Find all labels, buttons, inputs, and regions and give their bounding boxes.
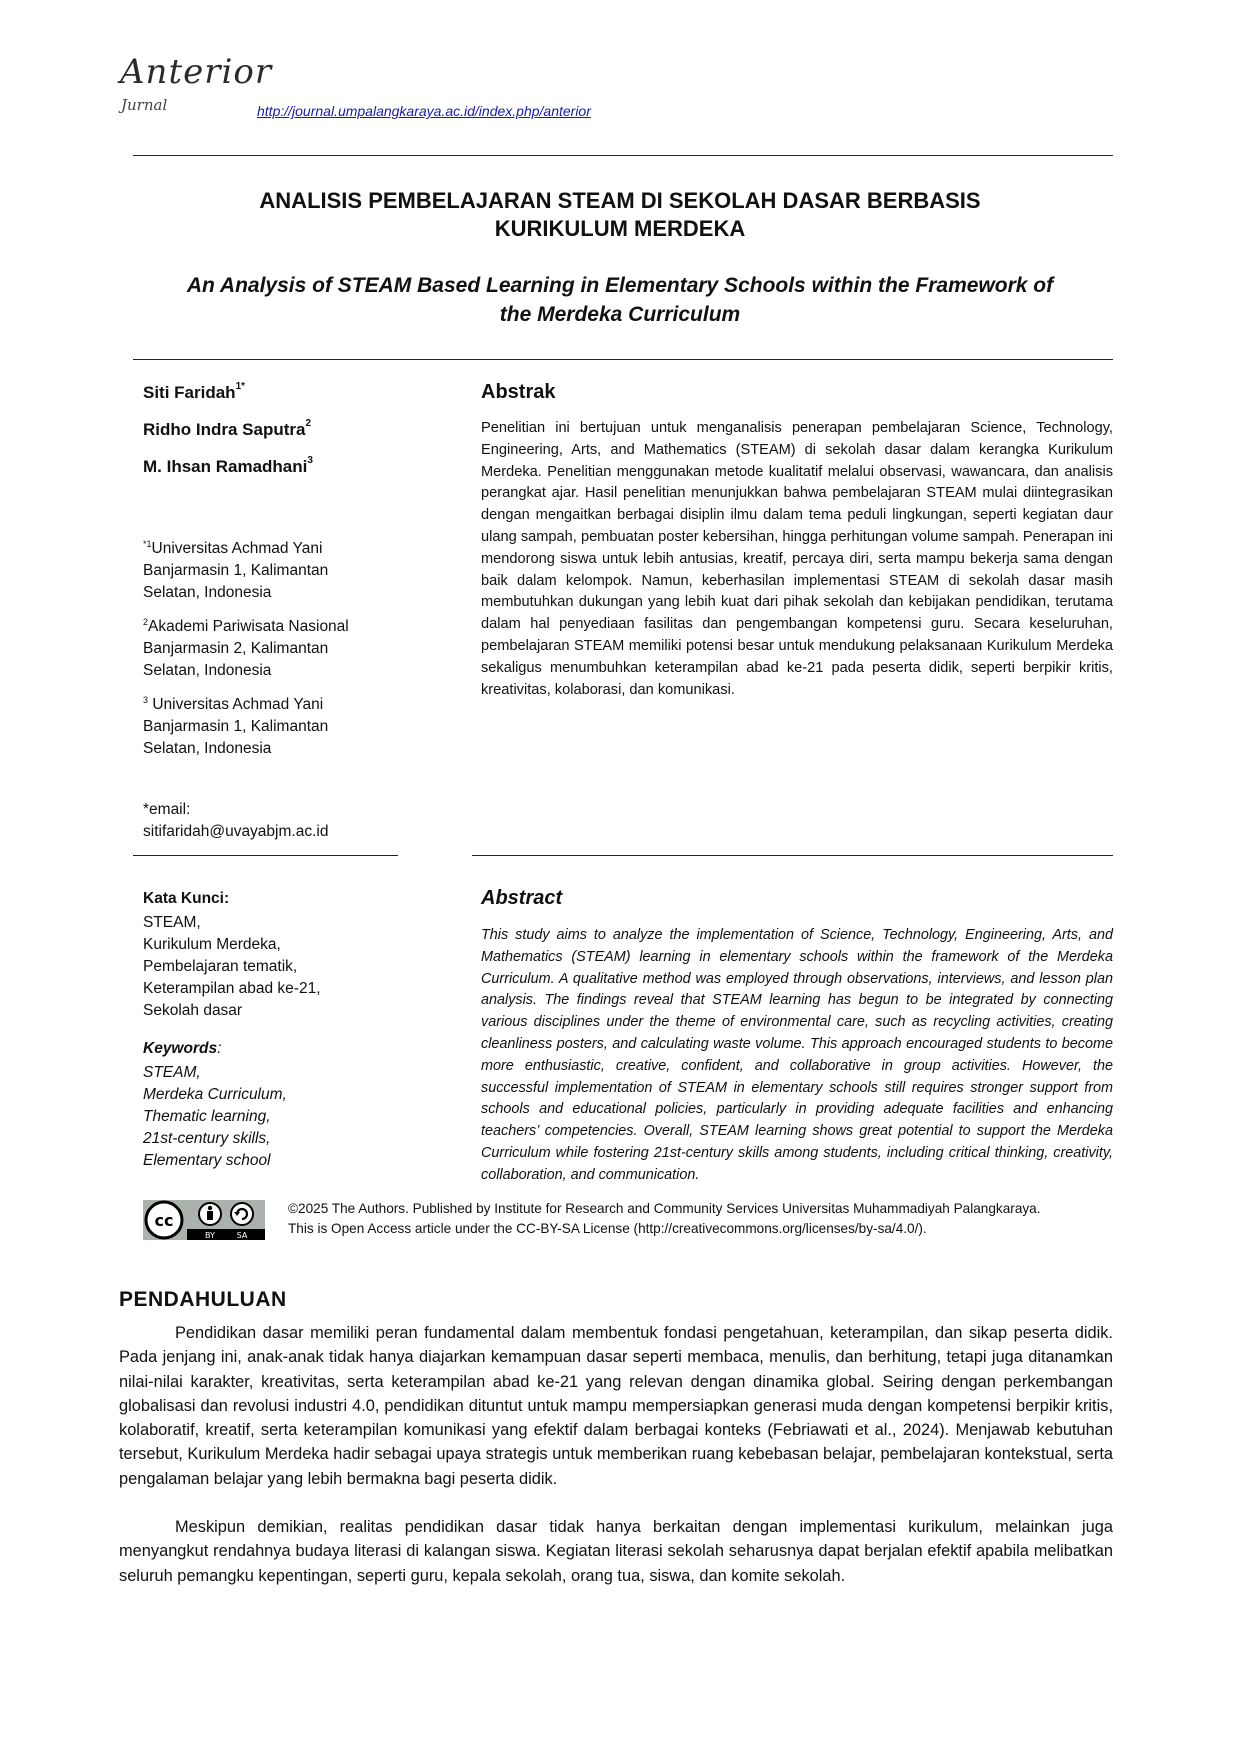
cc-badge-graphic — [143, 1200, 265, 1240]
affiliation-2-mark: 2 — [143, 617, 149, 627]
paper-title — [132, 187, 1108, 243]
affiliation-3-text: Universitas Achmad Yani Banjarmasin 1, Kalimantan Selatan, Indonesia — [143, 696, 329, 758]
keywords-heading — [143, 1040, 221, 1058]
keyword-item: Merdeka Curriculum, — [143, 1086, 287, 1103]
journal-url-link[interactable]: http://journal.umpalangkaraya.ac.id/index.php/anterior — [257, 103, 591, 119]
affiliation-1-mark: *1 — [143, 539, 152, 549]
keyword-item: STEAM, — [143, 1064, 201, 1081]
keyword-item: 21st-century skills, — [143, 1130, 271, 1147]
paper-subtitle-line2: the Merdeka Curriculum — [499, 303, 741, 326]
abstrak-text: Penelitian ini bertujuan untuk menganalisis penerapan pembelajaran Science, Technology, Engineering, Arts, and Mathematics (STEAM) di sekolah dasar dalam kerangka Kurikulum Merdeka. Penelitian menggunakan metode kualitatif melalui observasi, wawancara, dan analisis perangkat ajar. Hasil penelitian menunjukkan bahwa pembelajaran STEAM mulai diintegrasikan dengan mengaitkan berbagai disiplin ilmu dalam tema peduli lingkungan, seperti kegiatan daur ulang sampah, pembuatan poster kebersihan, hingga perhitungan volume sampah. Penerapan ini mendorong siswa untuk lebih antusias, kreatif, percaya diri, serta mampu bekerja sama dengan baik dalam kelompok. Namun, keberhasilan implementasi STEAM di sekolah dasar masih membutuhkan dukungan yang lebih kuat dari pihak sekolah dan kebijakan pendidikan, terutama dalam hal penyediaan fasilitas dan pengembangan kompetensi guru. Secara keseluruhan, pembelajaran STEAM memiliki potensi besar untuk mendukung pelaksanaan Kurikulum Merdeka sekaligus menumbuhkan keterampilan abad ke-21 pada peserta didik, seperti berpikir kritis, kreativitas, kolaborasi, dan komunikasi. — [481, 420, 1113, 698]
email-address[interactable]: sitifaridah@uvayabjm.ac.id — [143, 823, 329, 840]
affiliation-1 — [143, 533, 383, 604]
journal-logo-sub: Jurnal — [121, 96, 168, 114]
author-3-name: M. Ihsan Ramadhani — [143, 457, 308, 476]
header-divider — [133, 155, 1113, 156]
kata-kunci-item: Sekolah dasar — [143, 1002, 243, 1019]
affiliation-3-mark: 3 — [143, 695, 149, 705]
left-column-divider — [133, 855, 398, 856]
cc-badge-cc-text: cc — [154, 1211, 174, 1230]
affiliation-1-text: Universitas Achmad Yani Banjarmasin 1, Kalimantan Selatan, Indonesia — [143, 540, 329, 602]
keyword-item: Elementary school — [143, 1152, 271, 1169]
intro-paragraph-1: Pendidikan dasar memiliki peran fundamental dalam membentuk fondasi pengetahuan, keterampilan, dan sikap peserta didik. Pada jenjang ini, anak-anak tidak hanya diajarkan kemampuan dasar seperti membaca, menulis, dan berhitung, tetapi juga ditanamkan nilai-nilai karakter, kreativitas, serta keterampilan abad ke-21 yang relevan dengan dinamika global. Seiring dengan perkembangan globalisasi dan revolusi industri 4.0, pendidikan dituntut untuk mampu mempersiapkan generasi muda dengan kompetensi berpikir kritis, kolaboratif, kreatif, serta keterampilan komunikasi yang efektif dalam berbagai konteks (Febriawati et al., 2024). Menjawab kebutuhan tersebut, Kurikulum Merdeka hadir sebagai upaya strategis untuk memberikan ruang kebebasan belajar, pembelajaran kontekstual, serta pengalaman belajar yang lebih bermakna bagi peserta didik. — [119, 1324, 1113, 1488]
paper-title-line2: KURIKULUM MERDEKA — [494, 216, 746, 241]
intro-paragraph-2: Meskipun demikian, realitas pendidikan dasar tidak hanya berkaitan dengan implementasi kurikulum, melainkan juga menyangkut rendahnya budaya literasi di kalangan siswa. Kegiatan literasi sekolah seharusnya dapat berjalan efektif apabila melibatkan seluruh pemangku kepentingan, seperti guru, kepala sekolah, orang tua, siswa, dan komite sekolah. — [119, 1518, 1113, 1585]
pendahuluan-heading: PENDAHULUAN — [119, 1288, 287, 1311]
author-3 — [143, 457, 313, 477]
license-line-2: This is Open Access article under the CC-BY-SA License (http://creativecommons.org/licenses/by-sa/4.0/). — [288, 1221, 927, 1236]
affiliation-2-text: Akademi Pariwisata Nasional Banjarmasin 2, Kalimantan Selatan, Indonesia — [143, 618, 349, 680]
affiliation-2 — [143, 611, 383, 682]
license-line-1: ©2025 The Authors. Published by Institute for Research and Community Services Universitas Muhammadiyah Palangkaraya. — [288, 1201, 1041, 1216]
paper-subtitle — [132, 271, 1108, 329]
cc-by-sa-badge[interactable] — [143, 1200, 265, 1240]
abstrak-heading: Abstrak — [481, 381, 556, 403]
paper-title-line1: ANALISIS PEMBELAJARAN STEAM DI SEKOLAH DASAR BERBASIS — [259, 188, 981, 213]
kata-kunci-item: Keterampilan abad ke-21, — [143, 980, 321, 997]
keywords-heading-text: Keywords — [143, 1040, 218, 1057]
email-block — [143, 799, 383, 843]
author-3-mark: 3 — [307, 455, 313, 466]
keywords-heading-colon: : — [217, 1040, 222, 1057]
kata-kunci-item: Pembelajaran tematik, — [143, 958, 298, 975]
cc-badge-by-text: BY — [205, 1231, 215, 1240]
kata-kunci-heading: Kata Kunci: — [143, 890, 230, 907]
journal-logo-word: Anterior — [120, 52, 273, 92]
author-1-mark: 1* — [235, 381, 246, 392]
kata-kunci-list — [143, 912, 321, 1022]
author-2 — [143, 420, 311, 440]
keyword-item: Thematic learning, — [143, 1108, 271, 1125]
author-2-name: Ridho Indra Saputra — [143, 420, 306, 439]
right-column-divider — [472, 855, 1113, 856]
affiliation-3 — [143, 689, 383, 760]
abstract-text: This study aims to analyze the implementation of Science, Technology, Engineering, Arts, and Mathematics (STEAM) learning in elementary schools within the framework of the Merdeka Curriculum. A qualitative method was employed through observations, interviews, and lesson plan analysis. The findings reveal that STEAM learning has begun to be integrated by connecting various disciplines under the theme of environmental care, such as recycling activities, creating cleanliness posters, and calculating waste volume. This approach encouraged students to become more enthusiastic, creative, confident, and collaborative in group activities. However, the successful implementation of STEAM in elementary schools still requires stronger support from schools and educational policies, particularly in providing adequate facilities and enhancing teachers’ competencies. Overall, STEAM learning shows great potential to support the Merdeka Curriculum while fostering 21st-century skills among students, including critical thinking, creativity, collaboration, and communication. — [481, 927, 1113, 1183]
email-label: *email: — [143, 801, 191, 818]
cc-badge-sa-text: SA — [236, 1231, 248, 1240]
kata-kunci-item: Kurikulum Merdeka, — [143, 936, 281, 953]
keywords-list — [143, 1062, 287, 1172]
paper-subtitle-line1: An Analysis of STEAM Based Learning in Elementary Schools within the Framework of — [186, 274, 1054, 297]
author-1 — [143, 383, 245, 403]
abstract-heading: Abstract — [481, 887, 563, 909]
kata-kunci-item: STEAM, — [143, 914, 201, 931]
author-1-name: Siti Faridah — [143, 383, 236, 402]
author-2-mark: 2 — [305, 418, 312, 429]
title-divider — [133, 359, 1113, 360]
license-text — [288, 1199, 1118, 1239]
